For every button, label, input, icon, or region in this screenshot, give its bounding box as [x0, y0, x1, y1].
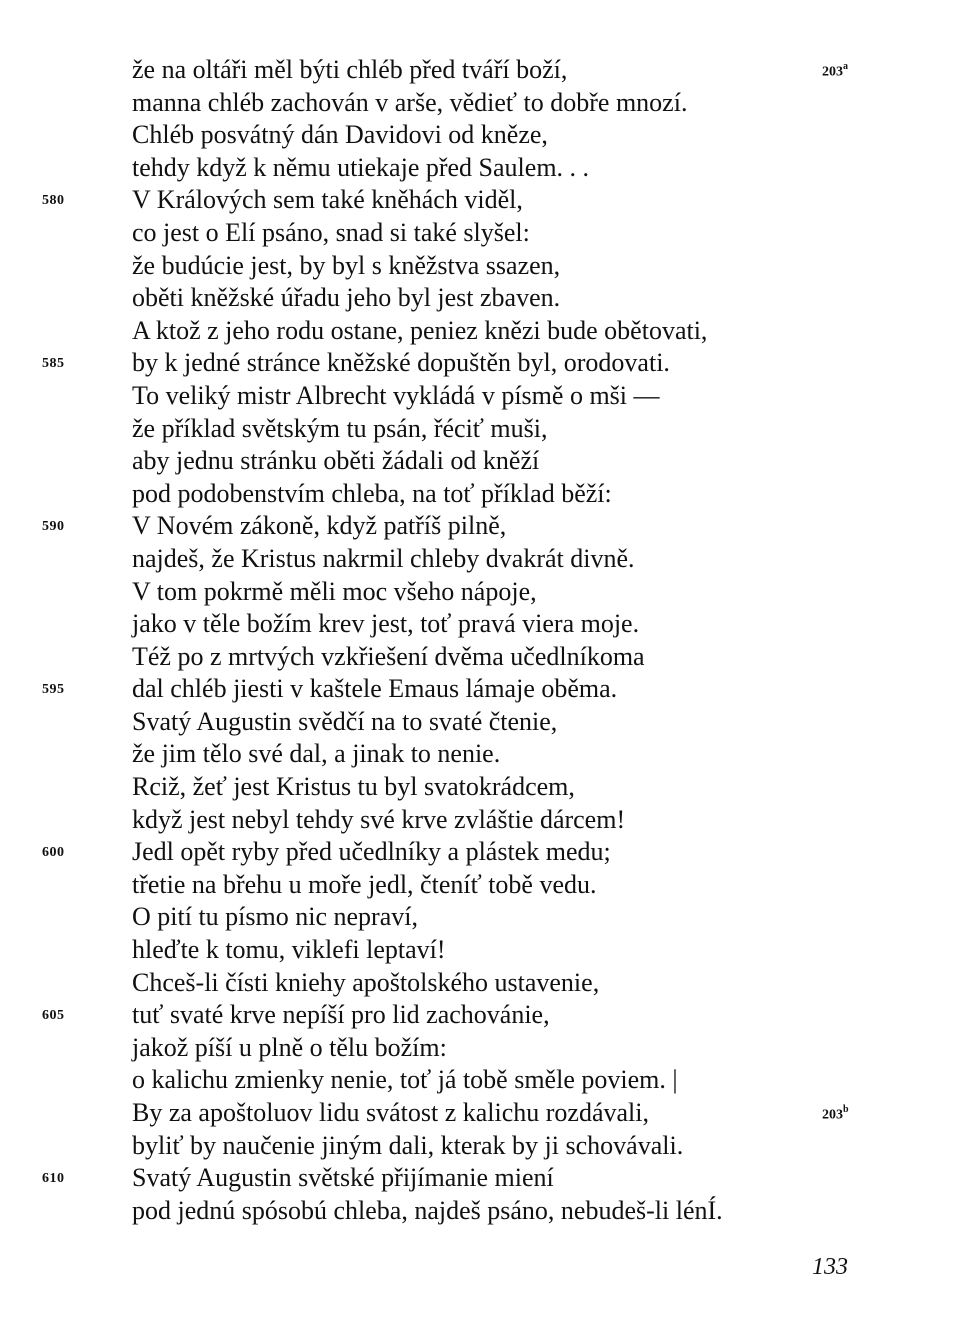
line-number: 590 [42, 519, 65, 535]
verse-line-text: o kalichu zmienky nenie, toť já tobě směle poviem. | [132, 1065, 678, 1095]
verse-line-text: že příklad světským tu psán, řéciť muši, [132, 413, 548, 443]
verse-line [0, 1130, 960, 1163]
folio-side: b [843, 1104, 849, 1115]
verse-line-text: To veliký mistr Albrecht vykládá v písmě o mši — [132, 380, 660, 410]
verse-line [0, 87, 960, 120]
verse-line-text: By za apoštoluov lidu svátost z kalichu rozdávali, [132, 1098, 649, 1127]
verse-line [0, 510, 960, 543]
verse-line-text: že na oltáři měl býti chléb před tváří boží, [132, 55, 568, 84]
verse-line-text: pod podobenstvím chleba, na toť příklad běží: [132, 478, 612, 508]
folio-marker [822, 62, 848, 81]
verse-line [0, 445, 960, 478]
verse-line [0, 543, 960, 576]
verse-line [0, 217, 960, 250]
verse-line-text: tuť svaté krve nepíší pro lid zachovánie, [132, 1000, 550, 1030]
verse-line [0, 673, 960, 706]
line-number: 580 [42, 193, 65, 209]
verse-line-text: co jest o Elí psáno, snad si také slyšel: [132, 217, 530, 247]
verse-line [0, 347, 960, 380]
verse-line [0, 315, 960, 348]
verse-line-text: že jim tělo své dal, a jinak to nenie. [132, 739, 501, 769]
verse-line-text: když jest nebyl tehdy své krve zvláštie dárcem! [132, 804, 626, 834]
verse-line-text: Rciž, žeť jest Kristus tu byl svatokrádcem, [132, 772, 575, 802]
line-number: 610 [42, 1171, 65, 1187]
verse-line-text: Chceš-li čísti kniehy apoštolského ustavenie, [132, 967, 600, 997]
verse-line-text: byliť by naučenie jiným dali, kterak by ji schovávali. [132, 1130, 684, 1160]
verse-line [0, 804, 960, 837]
verse-line [0, 999, 960, 1032]
verse-line [0, 250, 960, 283]
verse-line [0, 706, 960, 739]
line-number: 600 [42, 845, 65, 861]
verse-line [0, 869, 960, 902]
verse-line-text: oběti kněžské úřadu jeho byl jest zbaven. [132, 283, 561, 313]
verse-line-text: O pití tu písmo nic nepraví, [132, 902, 418, 932]
verse-line-text: najdeš, že Kristus nakrmil chleby dvakrát divně. [132, 543, 635, 573]
verse-line [0, 119, 960, 152]
verse-line [0, 608, 960, 641]
verse-line [0, 836, 960, 869]
verse-line [0, 1032, 960, 1065]
line-number: 605 [42, 1008, 65, 1024]
line-number: 585 [42, 356, 65, 372]
verse-line [0, 282, 960, 315]
verse-line-text: Též po z mrtvých vzkřiešení dvěma učedlníkoma [132, 641, 645, 671]
verse-line [0, 738, 960, 771]
verse-line [0, 380, 960, 413]
verse-line-text: manna chléb zachován v arše, vědieť to dobře mnozí. [132, 87, 688, 117]
verse-line [0, 478, 960, 511]
page-number: 133 [812, 1254, 848, 1280]
verse-line-text: hleďte k tomu, viklefi leptaví! [132, 935, 446, 965]
verse-line [0, 771, 960, 804]
folio-number: 203 [822, 64, 843, 80]
folio-marker [822, 1105, 849, 1124]
verse-line-text: Svatý Augustin světské přijímanie miení [132, 1163, 554, 1193]
verse-line [0, 1097, 960, 1130]
folio-number: 203 [822, 1107, 843, 1123]
verse-line [0, 184, 960, 217]
verse-line [0, 901, 960, 934]
verse-line-text: Chléb posvátný dán Davidovi od kněze, [132, 120, 548, 150]
verse-line [0, 413, 960, 446]
verse-line [0, 54, 960, 87]
verse-line [0, 576, 960, 609]
verse-line-text: že budúcie jest, by byl s kněžstva ssazen, [132, 250, 561, 280]
verse-line [0, 967, 960, 1000]
verse-line [0, 1195, 960, 1228]
verse-line-text: aby jednu stránku oběti žádali od kněží [132, 446, 540, 476]
verse-line-text: Jedl opět ryby před učedlníky a plástek medu; [132, 837, 611, 867]
verse-line-text: by k jedné stránce kněžské dopuštěn byl, orodovati. [132, 348, 670, 378]
verse-line [0, 934, 960, 967]
verse-line-text: dal chléb jiesti v kaštele Emaus lámaje oběma. [132, 674, 618, 704]
verse-text [0, 54, 960, 1227]
line-number: 595 [42, 682, 65, 698]
verse-line-text: V Novém zákoně, když patříš pilně, [132, 511, 507, 541]
verse-line-text: jako v těle božím krev jest, toť pravá viera moje. [132, 609, 640, 639]
verse-line [0, 152, 960, 185]
verse-line [0, 641, 960, 674]
folio-side: a [843, 61, 848, 72]
verse-line-text: pod jednú spósobú chleba, najdeš psáno, nebudeš-li lénÍ. [132, 1195, 723, 1225]
verse-line-text: třetie na břehu u moře jedl, čteníť tobě vedu. [132, 869, 597, 899]
verse-line-text: A ktož z jeho rodu ostane, peniez knězi bude obětovati, [132, 315, 708, 345]
verse-line-text: V Králových sem také kněhách viděl, [132, 185, 523, 215]
verse-line-text: V tom pokrmě měli moc všeho nápoje, [132, 576, 537, 606]
verse-line [0, 1064, 960, 1097]
verse-line-text: tehdy když k němu utiekaje před Saulem. . . [132, 152, 590, 182]
verse-line-text: jakož píší u plně o tělu božím: [132, 1032, 447, 1062]
verse-line-text: Svatý Augustin svědčí na to svaté čtenie, [132, 706, 558, 736]
verse-line [0, 1162, 960, 1195]
